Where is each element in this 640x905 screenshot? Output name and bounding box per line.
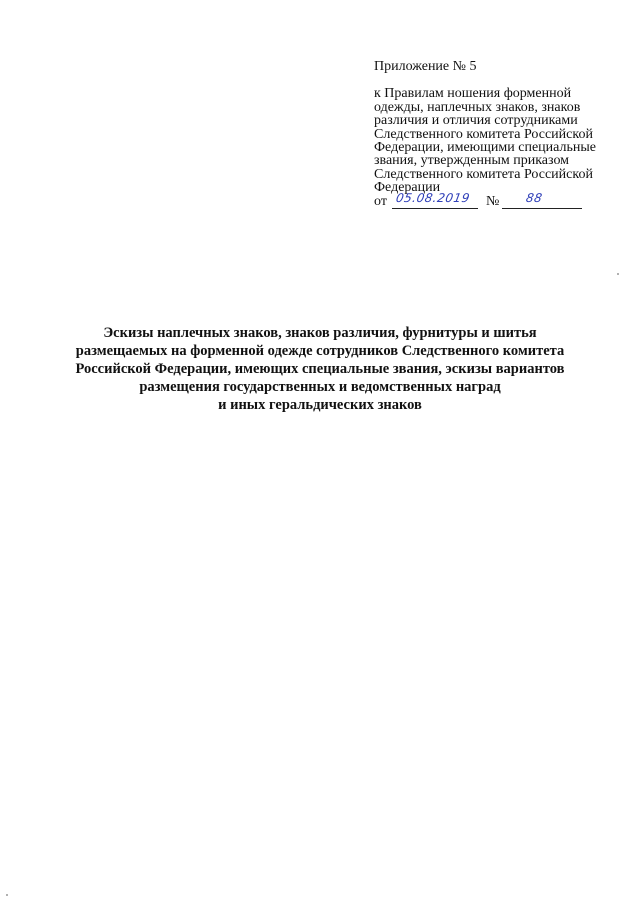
handwritten-number: 88 [524, 190, 544, 205]
title-line: Российской Федерации, имеющих специальные звания, эскизы вариантов [75, 361, 565, 377]
title-line: размещения государственных и ведомственных наград [139, 379, 501, 395]
appendix-reference-text: к Правилам ношения форменной одежды, наплечных знаков, знаков различия и отличия сотрудниками Следственного комитета Российской Федерации, имеющими специальные звания, утвержденным приказом Следственного комитета Российской Федерации [374, 86, 596, 196]
date-prefix: от [374, 193, 387, 209]
title-line: Эскизы наплечных знаков, знаков различия, фурнитуры и шитья [103, 325, 537, 341]
appendix-number: Приложение № 5 [374, 59, 477, 74]
title-line: размещаемых на форменной одежде сотрудников Следственного комитета [75, 343, 565, 359]
date-underline [392, 208, 478, 209]
date-number-row [374, 190, 624, 209]
number-underline [502, 208, 582, 209]
scan-speck [6, 894, 8, 896]
title-line: и иных геральдических знаков [218, 397, 422, 413]
handwritten-date: 05.08.2019 [394, 190, 472, 205]
appendix-header [374, 60, 624, 209]
scan-speck [617, 273, 619, 275]
document-title [60, 324, 580, 414]
number-prefix: № [486, 193, 500, 209]
